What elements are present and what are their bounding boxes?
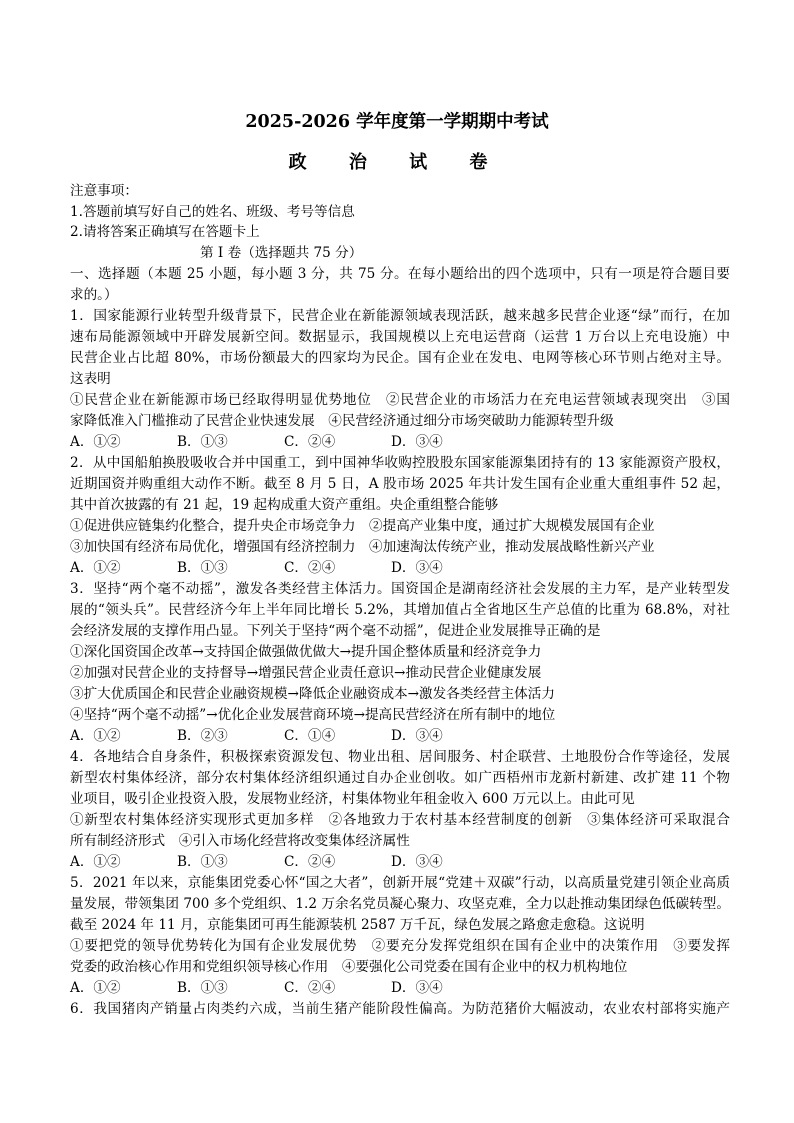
question-4-choice: ①新型农村集体经济实现形式更加多样 ②各地致力于农村基本经营制度的创新 ③集体经济可采取混合	[70, 812, 730, 828]
question-2-choice: ①促进供应链集约化整合，提升央企市场竞争力 ②提高产业集中度，通过扩大规模发展国有企业	[70, 518, 655, 534]
option-b[interactable]: B．①③	[177, 434, 228, 450]
question-3-choice: ②加强对民营企业的支持督导→增强民营企业责任意识→推动民营企业健康发展	[70, 665, 542, 681]
subject-title: 政 治 试 卷	[288, 152, 506, 173]
note-item: 2.请将答案正确填写在答题卡上	[70, 224, 260, 240]
option-a[interactable]: A．①②	[70, 980, 121, 996]
question-5-text: 截至 2024 年 11 月，京能集团可再生能源装机 2587 万千瓦，绿色发展之路愈走愈稳。这说明	[70, 917, 645, 933]
option-c[interactable]: C．①④	[284, 728, 336, 744]
option-d[interactable]: D．③④	[391, 728, 443, 744]
notes-heading: 注意事项：	[70, 183, 138, 199]
option-a[interactable]: A．①②	[70, 728, 121, 744]
question-1-text: 速布局能源领域中开辟发展新空间。数据显示，我国规模以上充电运营商（运营 1 万台以上充电设施）中	[70, 329, 730, 345]
exam-title: 2025-2026 学年度第一学期期中考试	[245, 112, 549, 132]
option-b[interactable]: B．①③	[177, 854, 228, 870]
question-5-choice: ①要把党的领导优势转化为国有企业发展优势 ②要充分发挥党组织在国有企业中的决策作用 ③要发挥	[70, 938, 730, 954]
question-2-text: 其中首次披露的有 21 起，19 起构成重大资产重组。央企重组整合能够	[70, 497, 499, 513]
question-4-text: 新型农村集体经济，部分农村集体经济组织通过自办企业创收。如广西梧州市龙新村新建、改扩建 11 个物	[70, 770, 730, 786]
question-1-choice: ①民营企业在新能源市场已经取得明显优势地位 ②民营企业的市场活力在充电运营领域表现突出 ③国	[70, 392, 730, 408]
question-6-text: 6．我国猪肉产销量占肉类约六成，当前生猪产能阶段性偏高。为防范猪价大幅波动，农业农村部将实施产	[70, 1001, 730, 1017]
question-2-choice: ③加快国有经济布局优化，增强国有经济控制力 ④加速淘汰传统产业，推动发展战略性新兴产业	[70, 539, 655, 555]
question-4-text: 4．各地结合自身条件，积极探索资源发包、物业出租、居间服务、村企联营、土地股份合作等途径，发展	[70, 749, 730, 765]
question-5-text: 5．2021 年以来，京能集团党委心怀“国之大者”，创新开展“党建＋双碳”行动，以高质量党建引领企业高质	[70, 875, 730, 891]
option-a[interactable]: A．①②	[70, 854, 121, 870]
option-b[interactable]: B．①③	[177, 980, 228, 996]
question-4-options	[70, 852, 498, 873]
question-3-choice: ①深化国资国企改革→支持国企做强做优做大→提升国企整体质量和经济竞争力	[70, 644, 542, 660]
question-3-text: 3．坚持“两个毫不动摇”，激发各类经营主体活力。国资国企是湖南经济社会发展的主力军，是产业转型发	[70, 581, 730, 597]
question-2-text: 近期国资并购重组大动作不断。截至 8 月 5 日，A 股市场 2025 年共计发生国有企业重大重组事件 52 起，	[70, 476, 730, 492]
question-5-choice: 党委的政治核心作用和党组织领导核心作用 ④要强化公司党委在国有企业中的权力机构地位	[70, 959, 628, 975]
option-d[interactable]: D．③④	[391, 980, 443, 996]
question-2-text: 2．从中国船舶换股吸收合并中国重工，到中国神华收购控股股东国家能源集团持有的 13 家能源资产股权，	[70, 455, 730, 471]
option-c[interactable]: C．②④	[284, 854, 336, 870]
question-2-options	[70, 558, 498, 579]
question-5-options	[70, 978, 498, 999]
question-3-text: 展的“领头兵”。民营经济今年上半年同比增长 5.2%，其增加值占全省地区生产总值的比重为 68.8%，对社	[70, 602, 730, 618]
section-instruction: 一、选择题（本题 25 小题，每小题 3 分，共 75 分。在每小题给出的四个选项中，只有一项是符合题目要	[70, 266, 730, 282]
question-3-choice: ③扩大优质国企和民营企业融资规模→降低企业融资成本→激发各类经营主体活力	[70, 686, 555, 702]
question-1-choice: 家降低准入门槛推动了民营企业快速发展 ④民营经济通过细分市场突破助力能源转型升级	[70, 413, 614, 429]
part-label: 第 I 卷（选择题共 75 分）	[200, 245, 363, 261]
option-a[interactable]: A．①②	[70, 434, 121, 450]
question-1-text: 1．国家能源行业转型升级背景下，民营企业在新能源领域表现活跃，越来越多民营企业逐“绿”而行，在加	[70, 308, 730, 324]
option-c[interactable]: C．②④	[284, 980, 336, 996]
note-item: 1.答题前填写好自己的姓名、班级、考号等信息	[70, 204, 355, 220]
question-1-text: 这表明	[70, 371, 111, 387]
question-3-text: 会经济发展的支撑作用凸显。下列关于坚持“两个毫不动摇”，促进企业发展推导正确的是	[70, 623, 601, 639]
option-b[interactable]: B．①③	[177, 560, 228, 576]
option-b[interactable]: B．②③	[177, 728, 228, 744]
question-3-choice: ④坚持“两个毫不动摇”→优化企业发展营商环境→提高民营经济在所有制中的地位	[70, 707, 556, 723]
option-d[interactable]: D．③④	[391, 434, 443, 450]
question-4-choice: 所有制经济形式 ④引入市场化经营将改变集体经济属性	[70, 833, 410, 849]
option-a[interactable]: A．①②	[70, 560, 121, 576]
question-3-options	[70, 726, 498, 747]
option-d[interactable]: D．③④	[391, 854, 443, 870]
question-4-text: 业项目，吸引企业投资入股，发展物业经济，村集体物业年租金收入 600 万元以上。由此可见	[70, 791, 635, 807]
option-d[interactable]: D．③④	[391, 560, 443, 576]
question-1-options	[70, 432, 498, 453]
option-c[interactable]: C．②④	[284, 560, 336, 576]
option-c[interactable]: C．②④	[284, 434, 336, 450]
question-1-text: 民营企业占比超 80%，市场份额最大的四家均为民企。国有企业在发电、电网等核心环节则占绝对主导。	[70, 350, 730, 366]
question-5-text: 量发展，带领集团 700 多个党组织、1.2 万余名党员凝心聚力、攻坚克难，全力以赴推动集团绿色低碳转型。	[70, 896, 730, 912]
section-instruction: 求的。）	[70, 287, 118, 303]
